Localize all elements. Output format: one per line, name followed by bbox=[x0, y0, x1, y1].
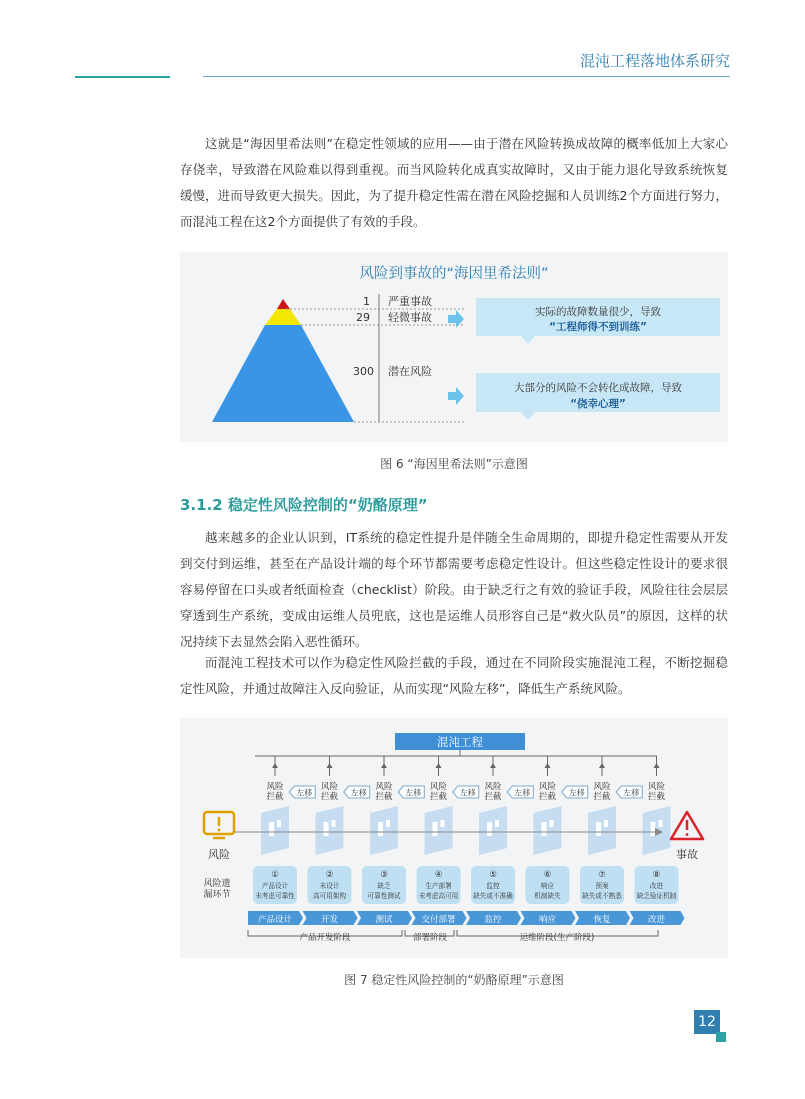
phase-ops-label: 运维阶段(生产阶段) bbox=[519, 933, 595, 943]
warning-dot-icon bbox=[218, 829, 221, 832]
missing-link-number: ⑥ bbox=[543, 870, 552, 880]
missing-link-number: ② bbox=[325, 870, 334, 880]
shift-left-label: 左移 bbox=[623, 788, 640, 798]
accident-label: 事故 bbox=[676, 848, 698, 861]
callout1-text: 实际的故障数量很少，导致 bbox=[535, 306, 661, 318]
missing-link-number: ⑤ bbox=[489, 870, 497, 880]
missing-link-number: ④ bbox=[434, 870, 443, 880]
cheese-slice bbox=[370, 806, 398, 855]
intercept-arrow-icon bbox=[436, 763, 442, 768]
intercept-label: 拦截 bbox=[320, 792, 339, 802]
figure-heinrich bbox=[180, 252, 728, 442]
missing-link-text: 高可用架构 bbox=[313, 892, 346, 900]
header-divider-accent bbox=[75, 76, 170, 78]
missing-link-text: 改进 bbox=[649, 882, 664, 890]
missing-link-text: 未设计 bbox=[319, 882, 340, 890]
level-count-2: 29 bbox=[356, 311, 370, 324]
intro-paragraph: 这就是“海因里希法则”在稳定性领域的应用——由于潜在风险转换成故障的概率低加上大家心存侥幸，导致潜在风险难以得到重视。而当风险转化成真实故障时，又由于能力退化导致系统恢复缓慢，进而导致更大损失。因此，为了提升稳定性需在潜在风险挖掘和人员训练2个方面进行努力，而混沌工程在这2个方面提供了有效的手段。 bbox=[180, 136, 728, 229]
cheese-hole bbox=[495, 820, 499, 827]
cheese-hole bbox=[386, 820, 390, 827]
heinrich-diagram bbox=[180, 252, 728, 442]
intercept-label: 拦截 bbox=[375, 792, 393, 802]
missing-link-number: ⑦ bbox=[598, 870, 606, 880]
level-label-2: 轻微事故 bbox=[388, 311, 432, 324]
cheese-hole bbox=[441, 820, 445, 827]
intercept-label: 拦截 bbox=[647, 792, 666, 802]
missing-link-text: 缺乏 bbox=[377, 882, 391, 890]
cheese-slice bbox=[261, 806, 289, 855]
stage-label: 响应 bbox=[538, 915, 557, 925]
intercept-label: 风险 bbox=[375, 782, 393, 792]
shift-left-label: 左移 bbox=[296, 788, 313, 798]
pyramid-top-severe bbox=[277, 299, 290, 309]
cheese-slice bbox=[316, 806, 344, 855]
intercept-label: 拦截 bbox=[484, 792, 502, 802]
missing-link-text: 缺失或不准确 bbox=[473, 892, 513, 900]
missing-link-text: 未考虑可靠性 bbox=[255, 892, 295, 900]
cheese-slice bbox=[534, 806, 562, 855]
cheese-hole bbox=[324, 822, 329, 836]
cheese-hole bbox=[378, 822, 383, 836]
cheese-hole bbox=[332, 820, 336, 827]
section-title: 3.1.2 稳定性风险控制的“奶酪原理” bbox=[180, 496, 428, 514]
figure6-caption: 图 6 “海因里希法则”示意图 bbox=[380, 457, 528, 471]
intercept-label: 风险 bbox=[593, 782, 611, 792]
intercept-arrow-icon bbox=[272, 763, 278, 768]
missing-link-text: 机制缺失 bbox=[534, 892, 561, 900]
intercept-arrow-icon bbox=[654, 763, 660, 768]
figure6-title: 风险到事故的“海因里希法则” bbox=[359, 266, 549, 282]
header-divider bbox=[203, 76, 730, 77]
stage-label: 改进 bbox=[647, 915, 666, 925]
shift-left-label: 左移 bbox=[350, 788, 367, 798]
cheese-hole bbox=[487, 822, 492, 836]
intercept-arrow-icon bbox=[381, 763, 387, 768]
missing-link-text: 未考虑高可用 bbox=[418, 892, 459, 900]
intercept-label: 拦截 bbox=[429, 792, 448, 802]
intercept-arrow-icon bbox=[545, 763, 551, 768]
missing-link-label-1: 风险遗 bbox=[203, 879, 231, 889]
arrow-icon-2 bbox=[448, 387, 464, 405]
intercept-label: 风险 bbox=[429, 782, 448, 792]
level-count-1: 1 bbox=[363, 295, 370, 308]
cheese-hole bbox=[550, 820, 554, 827]
phase-dev-label: 产品开发阶段 bbox=[299, 933, 351, 943]
pyramid-middle-minor bbox=[265, 309, 301, 325]
callout2-emphasis: “侥幸心理” bbox=[570, 398, 626, 410]
missing-link-text: 可靠性测试 bbox=[367, 892, 401, 900]
paragraph-2: 越来越多的企业认识到，IT系统的稳定性提升是伴随全生命周期的，即提升稳定性需要从开发到交付到运维，甚至在产品设计端的每个环节都需要考虑稳定性设计。但这些稳定性设计的要求很容易停留在口头或者纸面检查（checklist）阶段。由于缺乏行之有效的验证手段，风险往往会层层穿透到生产系统，变成由运维人员兜底，这也是运维人员形容自己是“救火队员”的原因，这样的状况持续下去显然会陷入恶性循环。 bbox=[180, 530, 728, 649]
missing-link-label-2: 漏环节 bbox=[203, 890, 231, 900]
risk-label: 风险 bbox=[208, 848, 230, 861]
pyramid-base-risk bbox=[212, 325, 354, 422]
level-count-3: 300 bbox=[353, 365, 374, 378]
cheese-hole bbox=[604, 820, 608, 827]
callout1-emphasis: “工程师得不到训练” bbox=[549, 321, 647, 333]
cheese-hole bbox=[659, 820, 663, 827]
shift-left-label: 左移 bbox=[514, 788, 531, 798]
callout2-text: 大部分的风险不会转化成故障，导致 bbox=[514, 382, 682, 394]
page-number: 12 bbox=[694, 1010, 720, 1034]
intercept-label: 风险 bbox=[484, 782, 502, 792]
cheese-diagram bbox=[180, 718, 728, 958]
missing-link-text: 响应 bbox=[540, 882, 555, 890]
stage-label: 开发 bbox=[320, 915, 339, 925]
cheese-slice bbox=[425, 806, 453, 855]
figure7-caption: 图 7 稳定性风险控制的“奶酪原理”示意图 bbox=[344, 973, 564, 987]
cheese-slice bbox=[588, 806, 616, 855]
figure-cheese bbox=[180, 718, 728, 958]
cheese-hole bbox=[269, 822, 274, 836]
missing-link-text: 生产部署 bbox=[425, 882, 452, 890]
intercept-arrow-icon bbox=[327, 763, 333, 768]
header-title: 混沌工程落地体系研究 bbox=[579, 52, 730, 70]
stage-label: 产品设计 bbox=[257, 915, 293, 925]
cheese-hole bbox=[433, 822, 438, 836]
missing-link-text: 产品设计 bbox=[261, 882, 289, 890]
callout-luck bbox=[476, 373, 720, 420]
chaos-banner-label: 混沌工程 bbox=[437, 735, 483, 749]
cheese-slice bbox=[479, 806, 507, 855]
missing-link-number: ① bbox=[271, 870, 279, 880]
level-label-1: 严重事故 bbox=[388, 295, 432, 308]
stage-label: 测试 bbox=[375, 915, 393, 925]
shift-left-label: 左移 bbox=[405, 788, 422, 798]
intercept-label: 风险 bbox=[538, 782, 557, 792]
alert-dot-icon bbox=[686, 833, 689, 836]
page-number-accent bbox=[716, 1032, 726, 1042]
cheese-hole bbox=[542, 822, 547, 836]
intercept-label: 拦截 bbox=[266, 792, 284, 802]
phase-deploy-label: 部署阶段 bbox=[412, 933, 448, 943]
intercept-label: 拦截 bbox=[538, 792, 557, 802]
intercept-arrow-icon bbox=[599, 763, 605, 768]
cheese-hole bbox=[277, 820, 281, 827]
missing-link-text: 监控 bbox=[486, 882, 500, 890]
paragraph-3: 而混沌工程技术可以作为稳定性风险拦截的手段，通过在不同阶段实施混沌工程，不断挖掘稳定性风险，并通过故障注入反向验证，从而实现“风险左移”，降低生产系统风险。 bbox=[180, 655, 728, 696]
cheese-hole bbox=[596, 822, 601, 836]
missing-link-number: ⑧ bbox=[652, 870, 661, 880]
missing-link-text: 缺乏验证机制 bbox=[636, 892, 677, 900]
stage-label: 恢复 bbox=[593, 915, 611, 925]
missing-link-number: ③ bbox=[380, 870, 388, 880]
stage-label: 交付部署 bbox=[421, 915, 456, 925]
missing-link-text: 预案 bbox=[595, 882, 609, 890]
shift-left-label: 左移 bbox=[568, 788, 585, 798]
level-label-3: 潜在风险 bbox=[388, 365, 432, 378]
missing-link-text: 缺失或不熟悉 bbox=[582, 892, 622, 900]
intercept-label: 拦截 bbox=[593, 792, 611, 802]
intercept-arrow-icon bbox=[490, 763, 496, 768]
cheese-hole bbox=[651, 822, 656, 836]
stage-label: 监控 bbox=[484, 915, 502, 925]
intercept-label: 风险 bbox=[320, 782, 339, 792]
shift-left-label: 左移 bbox=[459, 788, 476, 798]
intercept-label: 风险 bbox=[647, 782, 666, 792]
intercept-label: 风险 bbox=[266, 782, 284, 792]
